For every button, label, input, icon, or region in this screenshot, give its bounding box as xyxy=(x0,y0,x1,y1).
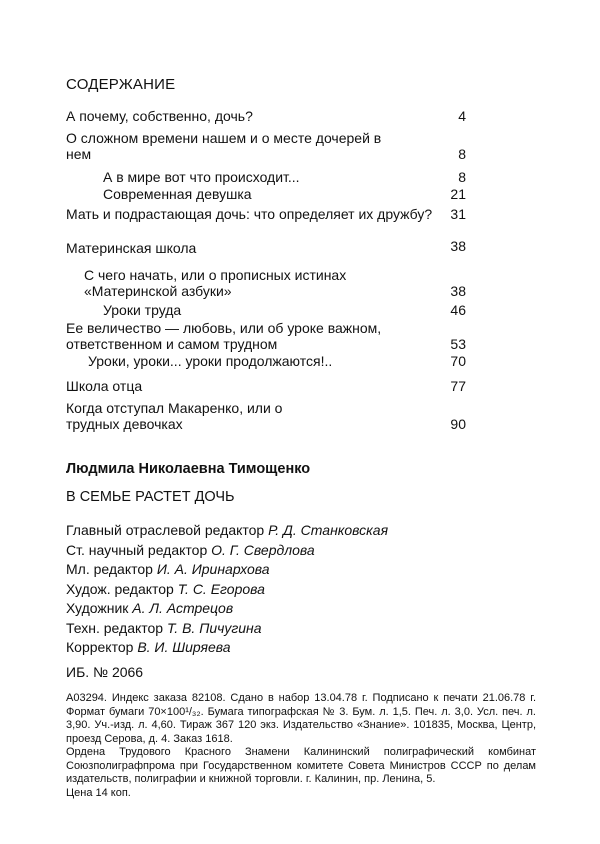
toc-title: С чего начать, или о прописных истинах «Материнской азбуки» xyxy=(84,267,347,299)
toc-entry xyxy=(88,353,466,369)
toc-title: Материнская школа xyxy=(66,240,197,256)
credit-line xyxy=(66,638,388,658)
toc-entry xyxy=(66,400,466,432)
toc-entry xyxy=(66,130,466,162)
toc-entry xyxy=(66,378,466,394)
toc-title: Когда отступал Макаренко, или о трудных девочках xyxy=(66,400,283,432)
credit-role: Художник xyxy=(66,600,129,616)
toc-entry xyxy=(66,206,466,222)
credit-line xyxy=(66,521,388,541)
toc-page: 77 xyxy=(450,378,466,394)
credit-line xyxy=(66,541,388,561)
credit-name: Т. В. Пичугина xyxy=(166,619,262,636)
toc-page: 53 xyxy=(450,336,466,352)
toc-page: 31 xyxy=(450,206,466,222)
toc-title: А почему, собственно, дочь? xyxy=(66,108,253,124)
toc-entry xyxy=(84,267,466,299)
toc-page: 21 xyxy=(450,186,466,202)
toc-title: Уроки труда xyxy=(103,302,182,318)
credit-role: Техн. редактор xyxy=(66,619,164,636)
book-title: В СЕМЬЕ РАСТЕТ ДОЧЬ xyxy=(66,489,235,505)
toc-entry xyxy=(103,169,466,185)
ib-number: ИБ. № 2066 xyxy=(66,664,144,680)
contents-heading: СОДЕРЖАНИЕ xyxy=(66,76,176,93)
credit-role: Ст. научный редактор xyxy=(66,541,208,558)
toc-page: 70 xyxy=(450,353,466,369)
imprint-printer-details: Ордена Трудового Красного Знамени Калининский полиграфический комбинат Союзполиграфпрома при Государственном комитете Совета Министров СССР по делам издательств, полиграфии и книжной торговли. г. Калинин, пр. Ленина, 5. xyxy=(66,746,536,785)
credit-line xyxy=(66,560,388,580)
toc-page: 4 xyxy=(458,108,466,124)
imprint-publication-details: А03294. Индекс заказа 82108. Сдано в набор 13.04.78 г. Подписано к печати 21.06.78 г. Формат бумаги 70×100¹/₃₂. Бумага типографская № 3. Бум. л. 1,5. Печ. л. 3,0. Усл. печ. л. 3,90. Уч.-изд. л. 4,60. Тираж 367 120 экз. Издательство «Знание». 101835, Москва, Центр, проезд Серова, д. 4. Заказ 1618. xyxy=(66,692,536,745)
toc-entry xyxy=(103,302,466,318)
toc-entry xyxy=(66,320,466,352)
price: Цена 14 коп. xyxy=(66,786,131,799)
credit-role: Главный отраслевой редактор xyxy=(66,522,265,538)
credits-list xyxy=(66,521,388,658)
toc-page: 38 xyxy=(450,238,466,254)
toc-title: Ее величество — любовь, или об уроке важном, ответственном и самом трудном xyxy=(66,320,382,352)
credit-line xyxy=(66,580,388,600)
toc-title: О сложном времени нашем и о месте дочерей в нем xyxy=(66,130,382,162)
credit-line xyxy=(66,619,388,639)
toc-title: Уроки, уроки... уроки продолжаются!.. xyxy=(88,353,333,369)
credit-role: Худож. редактор xyxy=(66,580,174,597)
author-name: Людмила Николаевна Тимощенко xyxy=(66,461,311,477)
credit-name: Р. Д. Станковская xyxy=(268,522,389,538)
toc-entry xyxy=(66,108,466,124)
toc-page: 8 xyxy=(458,146,466,162)
imprint-block xyxy=(66,692,536,800)
credit-name: А. Л. Астрецов xyxy=(132,600,234,616)
toc-title: Современная девушка xyxy=(103,186,252,202)
toc-page: 38 xyxy=(450,283,466,299)
credit-line xyxy=(66,599,388,619)
toc-entry xyxy=(103,186,466,202)
toc-page: 8 xyxy=(458,169,466,185)
credit-name: О. Г. Свердлова xyxy=(211,541,315,558)
toc-page: 46 xyxy=(450,302,466,318)
toc-entry xyxy=(66,240,466,256)
credit-name: Т. С. Егорова xyxy=(177,580,265,597)
credit-name: В. И. Ширяева xyxy=(137,639,231,655)
credit-role: Корректор xyxy=(66,639,134,655)
toc-page: 90 xyxy=(450,416,466,432)
credit-name: И. А. Иринархова xyxy=(156,561,270,577)
toc-title: А в мире вот что происходит... xyxy=(103,169,300,185)
toc-title: Мать и подрастающая дочь: что определяет их дружбу? xyxy=(66,206,433,222)
credit-role: Мл. редактор xyxy=(66,561,153,577)
toc-title: Школа отца xyxy=(66,378,143,394)
